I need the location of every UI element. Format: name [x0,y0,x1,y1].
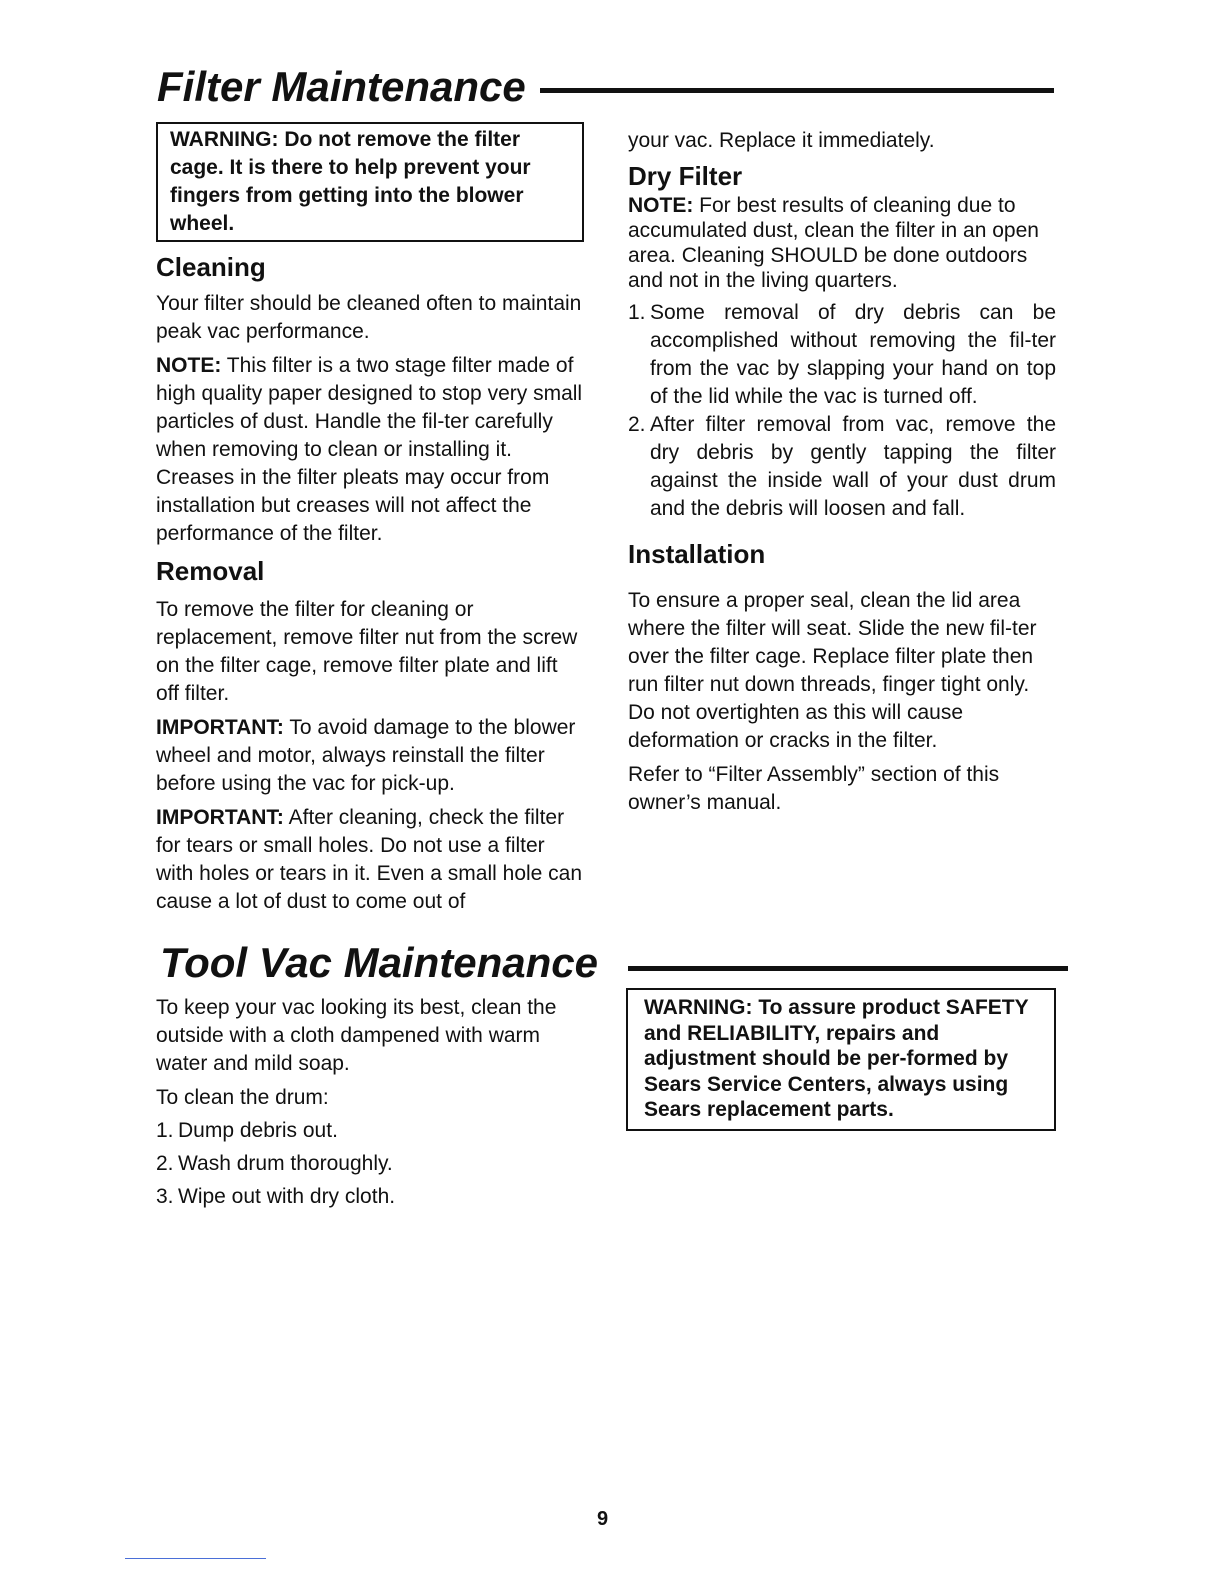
page-number: 9 [597,1508,609,1530]
list-item [156,1183,584,1211]
list-number: 1. [156,1119,174,1142]
tool-vac-left-column [156,994,584,1211]
installation-paragraph: To ensure a proper seal, clean the lid area where the filter will seat. Slide the new fil-ter over the filter cage. Replace filter plate then run filter nut down threads, finger tight only. Do not overtighten as this will cause deformation or cracks in the filter. [628,589,1037,752]
list-text: After filter removal from vac, remove the dry debris by gently tapping the filter against the inside wall of your dust drum and the debris will loosen and fall. [650,413,1056,520]
list-text: Dump debris out. [178,1119,338,1142]
note-text: This filter is a two stage filter made of high quality paper designed to stop very small particles of dust. Handle the fil-ter carefully when removing to clean or installing it. Creases in the filter pleats may occur from installation but creases will not affect the performance of the filter. [156,354,583,545]
tool-vac-paragraph: To keep your vac looking its best, clean the outside with a cloth dampened with warm water and mild soap. [156,996,557,1075]
list-text: Some removal of dry debris can be accomplished without removing the fil-ter from the vac by slapping your hand on top of the lid while the vac is turned off. [650,301,1056,408]
dry-filter-note [628,193,1056,293]
note-label: NOTE: [156,354,222,377]
list-number: 3. [156,1185,174,1208]
important-label: IMPORTANT: [156,806,284,829]
important-text: After cleaning, check the filter for tears or small holes. Do not use a filter with holes or tears in it. Even a small hole can cause a lot of dust to come out of [156,806,583,913]
note-label: NOTE: [628,194,694,217]
list-text: Wipe out with dry cloth. [178,1185,396,1208]
list-item [628,299,1056,411]
footer-line [125,1558,266,1559]
important-text: To avoid damage to the blower wheel and motor, always reinstall the filter before using the vac for pick-up. [156,716,576,795]
installation-heading: Installation [628,539,766,569]
tool-vac-maintenance-title: Tool Vac Maintenance [160,939,598,986]
removal-heading: Removal [156,556,265,586]
list-text: Wash drum thoroughly. [178,1152,393,1175]
filter-cage-warning: WARNING: Do not remove the filter cage. It is there to help prevent your fingers from getting into the blower wheel. [156,122,584,242]
note-text: For best results of cleaning due to accumulated dust, clean the filter in an open area. Cleaning SHOULD be done outdoors and not in the living quarters. [628,194,1039,292]
list-number: 2. [628,413,646,436]
title-rule [540,88,1054,93]
installation-reference: Refer to “Filter Assembly” section of this owner’s manual. [628,763,1000,814]
list-number: 2. [156,1152,174,1175]
important-2 [156,804,584,916]
dry-filter-heading: Dry Filter [628,161,743,191]
cleaning-paragraph: Your filter should be cleaned often to maintain peak vac performance. [156,292,582,343]
clean-drum-intro: To clean the drum: [156,1086,329,1109]
important-label: IMPORTANT: [156,716,284,739]
list-item [156,1150,584,1178]
filter-left-column [156,122,584,916]
list-number: 1. [628,301,646,324]
list-item [156,1117,584,1145]
title-rule [628,966,1068,971]
filter-maintenance-title: Filter Maintenance [157,63,526,110]
cleaning-note [156,352,584,548]
filter-right-column [628,127,1056,817]
service-warning: WARNING: To assure product SAFETY and RELIABILITY, repairs and adjustment should be per-formed by Sears Service Centers, always using Sears replacement parts. [626,988,1056,1131]
important-1 [156,714,584,798]
removal-continued: your vac. Replace it immediately. [628,129,935,152]
list-item [628,411,1056,523]
cleaning-heading: Cleaning [156,252,266,282]
removal-paragraph: To remove the filter for cleaning or replacement, remove filter nut from the screw on the filter cage, remove filter plate and lift off filter. [156,598,578,705]
